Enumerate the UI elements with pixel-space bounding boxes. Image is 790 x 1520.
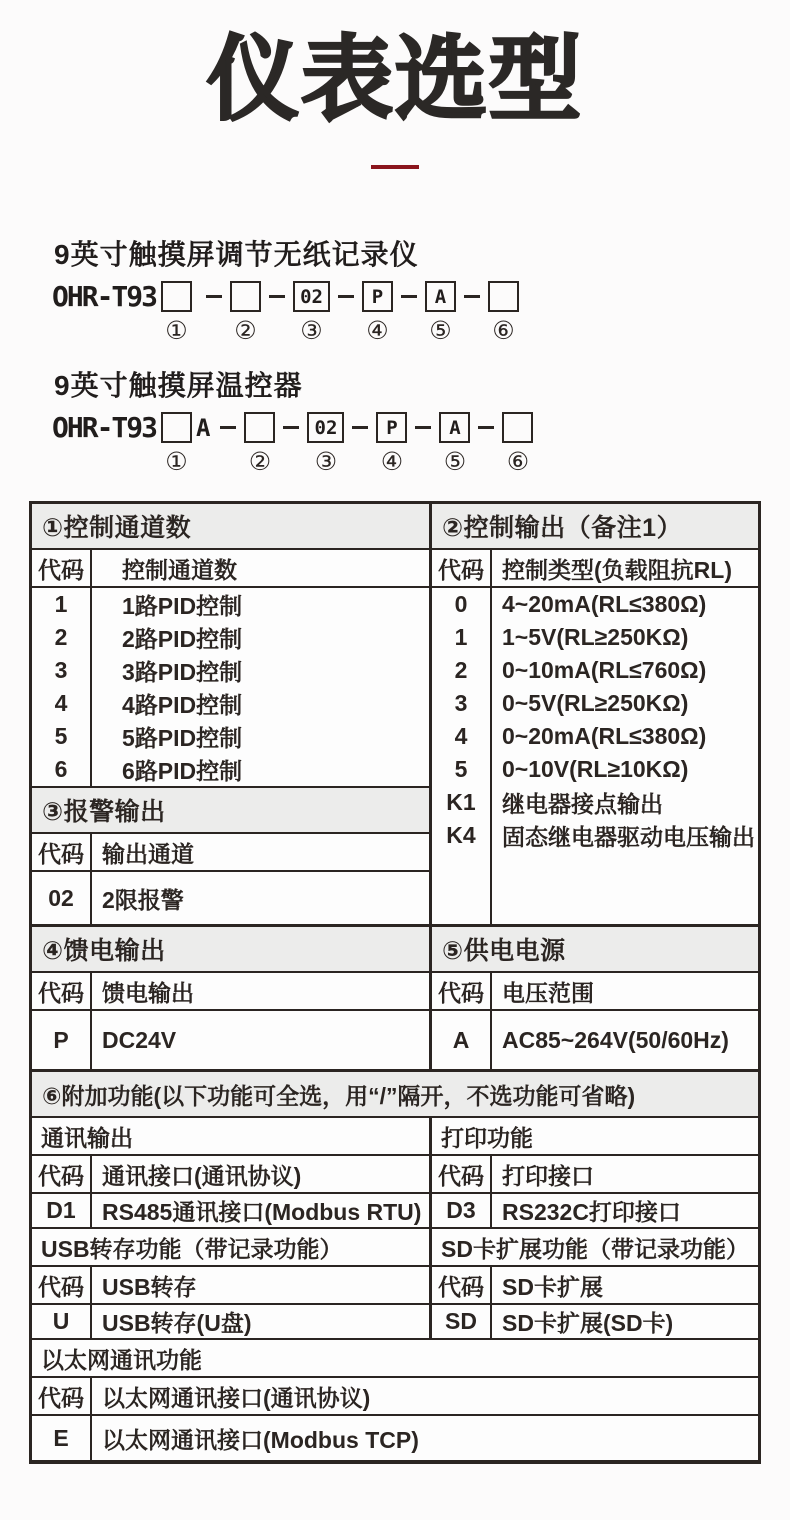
table-filler (432, 852, 758, 924)
circle-number: ② (234, 317, 257, 346)
row-code: D1 (32, 1194, 92, 1227)
table-body (32, 1416, 758, 1460)
table-row (32, 753, 429, 786)
subgrid-comm-print (32, 1118, 758, 1229)
code-column-header: 代码 (432, 1267, 492, 1303)
dash-separator (401, 295, 417, 298)
row-code: P (32, 1011, 92, 1069)
table-power-supply (432, 927, 758, 1069)
desc-column-header: 以太网通讯接口(通讯协议) (102, 1384, 371, 1411)
table-row (32, 720, 429, 753)
row-code: 5 (432, 753, 492, 786)
code-column-header: 代码 (32, 1378, 92, 1414)
circle-number: ④ (380, 448, 404, 477)
option-slot-3 (293, 281, 330, 344)
subsection-header: 打印功能 (432, 1118, 758, 1156)
row-desc: 2限报警 (102, 886, 184, 913)
option-slot-6 (488, 281, 519, 344)
table-row (432, 720, 758, 753)
row-desc: 1~5V(RL≥250KΩ) (502, 624, 689, 651)
table-row (432, 1305, 758, 1338)
table-control-output (432, 504, 758, 924)
row-code: 2 (432, 654, 492, 687)
row-desc: 0~20mA(RL≤380Ω) (502, 723, 707, 750)
row-desc: AC85~264V(50/60Hz) (502, 1026, 729, 1053)
row-code: 3 (32, 654, 92, 687)
row-desc: 0~10V(RL≥10KΩ) (502, 756, 689, 783)
table-row (32, 687, 429, 720)
column-header-row (432, 1267, 758, 1305)
title-accent-divider (371, 165, 419, 169)
model-block-temp-controller (52, 364, 790, 475)
row-desc: SD卡扩展(SD卡) (502, 1310, 674, 1337)
table-body (32, 588, 429, 786)
section-header: ③报警输出 (32, 788, 429, 834)
row-desc: 固态继电器驱动电压输出 (502, 824, 755, 851)
row-desc: 4路PID控制 (122, 692, 243, 719)
option-slot-5 (425, 281, 456, 344)
option-box: P (362, 281, 393, 312)
dash-separator (464, 295, 480, 298)
subsection-header: SD卡扩展功能（带记录功能） (432, 1229, 758, 1267)
circle-number: ⑥ (506, 448, 530, 477)
row-code: D3 (432, 1194, 492, 1227)
model-code-section (52, 233, 790, 475)
row-code: K4 (432, 819, 492, 852)
dash-separator (283, 426, 299, 429)
dash-separator (415, 426, 431, 429)
section-header: ⑤供电电源 (432, 927, 758, 973)
circle-number: ① (165, 448, 188, 477)
model-code-line (52, 412, 790, 475)
row-code: 0 (432, 588, 492, 621)
row-code: U (32, 1305, 92, 1338)
row-desc: 4~20mA(RL≤380Ω) (502, 591, 707, 618)
desc-column-header: 控制通道数 (122, 556, 237, 583)
row-code: K1 (432, 786, 492, 819)
option-slot-4 (362, 281, 393, 344)
table-body (32, 872, 429, 924)
row-code: E (32, 1416, 92, 1460)
option-slot-5 (439, 412, 470, 475)
page-title: 仪表选型 (206, 29, 583, 131)
table-comm-output (32, 1118, 432, 1227)
code-column-header: 代码 (32, 1156, 92, 1192)
table-body (432, 588, 758, 852)
column-header-row (32, 550, 429, 588)
section-header-additional: ⑥附加功能(以下功能可全选，用“/”隔开，不选功能可省略) (32, 1072, 758, 1118)
row-code: 4 (432, 720, 492, 753)
table-row (432, 687, 758, 720)
option-box: P (376, 412, 407, 443)
model-infix: A (196, 414, 211, 443)
table-row (432, 786, 758, 819)
circle-number: ③ (314, 448, 338, 477)
group-additional-functions (32, 1072, 758, 1460)
dash-separator (478, 426, 494, 429)
option-slot-1 (161, 412, 192, 475)
option-box (230, 281, 261, 312)
table-row (32, 588, 429, 621)
table-control-channels (32, 504, 429, 786)
subsection-header: 以太网通讯功能 (32, 1340, 758, 1378)
code-column-header: 代码 (32, 834, 92, 870)
table-row (432, 753, 758, 786)
subsection-header: 通讯输出 (32, 1118, 429, 1156)
code-column-header: 代码 (32, 973, 92, 1009)
desc-column-header: 通讯接口(通讯协议) (102, 1162, 302, 1189)
row-desc: 5路PID控制 (122, 725, 243, 752)
model-heading: 9英寸触摸屏温控器 (54, 370, 303, 402)
table-body (32, 1305, 429, 1338)
desc-column-header: 控制类型(负载阻抗RL) (502, 556, 732, 583)
row-desc: 1路PID控制 (122, 593, 243, 620)
column-header-row (32, 1267, 429, 1305)
column-header-row (32, 1156, 429, 1194)
column-header-row (432, 1156, 758, 1194)
row-desc: RS485通讯接口(Modbus RTU) (102, 1199, 422, 1226)
subgrid-usb-sd (32, 1229, 758, 1340)
row-code: 6 (32, 753, 92, 786)
table-row (432, 819, 758, 852)
row-code: SD (432, 1305, 492, 1338)
column-header-row (32, 973, 429, 1011)
option-box: 02 (307, 412, 344, 443)
left-column (32, 504, 432, 924)
code-column-header: 代码 (432, 550, 492, 586)
option-slot-2 (244, 412, 275, 475)
model-block-recorder (52, 233, 790, 344)
table-row (432, 588, 758, 621)
option-slot-3 (307, 412, 344, 475)
table-row (32, 621, 429, 654)
option-slot-1 (161, 281, 192, 344)
table-row (432, 1011, 758, 1069)
column-header-row (32, 834, 429, 872)
column-header-row (32, 1378, 758, 1416)
row-code: 1 (32, 588, 92, 621)
dash-separator (206, 295, 222, 298)
row-code: 1 (432, 621, 492, 654)
row-code: 5 (32, 720, 92, 753)
row-desc: 3路PID控制 (122, 659, 243, 686)
column-header-row (432, 973, 758, 1011)
row-code: 02 (32, 872, 92, 924)
table-sd-expansion (432, 1229, 758, 1338)
row-desc: 继电器接点输出 (502, 791, 663, 818)
table-feed-output (32, 927, 432, 1069)
dash-separator (220, 426, 236, 429)
circle-number: ④ (366, 317, 389, 346)
option-box (502, 412, 533, 443)
model-prefix: OHR-T93 (52, 280, 157, 314)
dash-separator (269, 295, 285, 298)
desc-column-header: 打印接口 (502, 1162, 594, 1189)
row-desc: 以太网通讯接口(Modbus TCP) (102, 1426, 419, 1453)
option-box (244, 412, 275, 443)
circle-number: ② (248, 448, 272, 477)
model-heading: 9英寸触摸屏调节无纸记录仪 (54, 239, 419, 271)
circle-number: ③ (300, 317, 323, 346)
table-row (32, 1011, 429, 1069)
row-desc: 6路PID控制 (122, 758, 243, 785)
row-code: 4 (32, 687, 92, 720)
row-desc: 0~5V(RL≥250KΩ) (502, 690, 689, 717)
option-box (161, 281, 192, 312)
table-alarm-output (32, 786, 429, 924)
section-header: ④馈电输出 (32, 927, 429, 973)
table-body (32, 1194, 429, 1227)
option-slot-6 (502, 412, 533, 475)
option-box (488, 281, 519, 312)
dash-separator (338, 295, 354, 298)
desc-column-header: 输出通道 (102, 840, 194, 867)
column-header-row (432, 550, 758, 588)
option-slot-2 (230, 281, 261, 344)
table-body (32, 1011, 429, 1069)
code-column-header: 代码 (432, 973, 492, 1009)
code-column-header: 代码 (32, 1267, 92, 1303)
table-ethernet (32, 1340, 758, 1460)
dash-separator (352, 426, 368, 429)
circle-number: ⑥ (492, 317, 515, 346)
table-row (432, 654, 758, 687)
desc-column-header: 电压范围 (502, 979, 594, 1006)
row-code: A (432, 1011, 492, 1069)
desc-column-header: SD卡扩展 (502, 1273, 603, 1300)
model-prefix: OHR-T93 (52, 411, 157, 445)
section-header: ①控制通道数 (32, 504, 429, 550)
table-row (32, 1194, 429, 1227)
selection-table (29, 501, 761, 1464)
model-code-line (52, 281, 790, 344)
row-desc: 2路PID控制 (122, 626, 243, 653)
row-code: 2 (32, 621, 92, 654)
table-row (32, 1416, 758, 1460)
circle-number: ① (165, 317, 188, 346)
table-usb-transfer (32, 1229, 432, 1338)
table-body (432, 1011, 758, 1069)
option-box: A (439, 412, 470, 443)
circle-number: ⑤ (429, 317, 452, 346)
row-desc: 0~10mA(RL≤760Ω) (502, 657, 707, 684)
table-row (32, 654, 429, 687)
option-slot-4 (376, 412, 407, 475)
table-row (432, 1194, 758, 1227)
table-body (432, 1194, 758, 1227)
option-box: A (425, 281, 456, 312)
option-box: 02 (293, 281, 330, 312)
table-print-function (432, 1118, 758, 1227)
group-power (32, 927, 758, 1072)
row-code: 3 (432, 687, 492, 720)
desc-column-header: USB转存 (102, 1273, 197, 1300)
table-row (32, 1305, 429, 1338)
table-body (432, 1305, 758, 1338)
code-column-header: 代码 (32, 550, 92, 586)
code-column-header: 代码 (432, 1156, 492, 1192)
table-row (32, 872, 429, 924)
section-header: ②控制输出（备注1） (432, 504, 758, 550)
row-desc: RS232C打印接口 (502, 1199, 681, 1226)
row-desc: DC24V (102, 1026, 177, 1053)
group-channels-outputs (32, 504, 758, 927)
circle-number: ⑤ (443, 448, 467, 477)
table-row (432, 621, 758, 654)
desc-column-header: 馈电输出 (102, 979, 194, 1006)
option-box (161, 412, 192, 443)
subsection-header: USB转存功能（带记录功能） (32, 1229, 429, 1267)
row-desc: USB转存(U盘) (102, 1310, 252, 1337)
